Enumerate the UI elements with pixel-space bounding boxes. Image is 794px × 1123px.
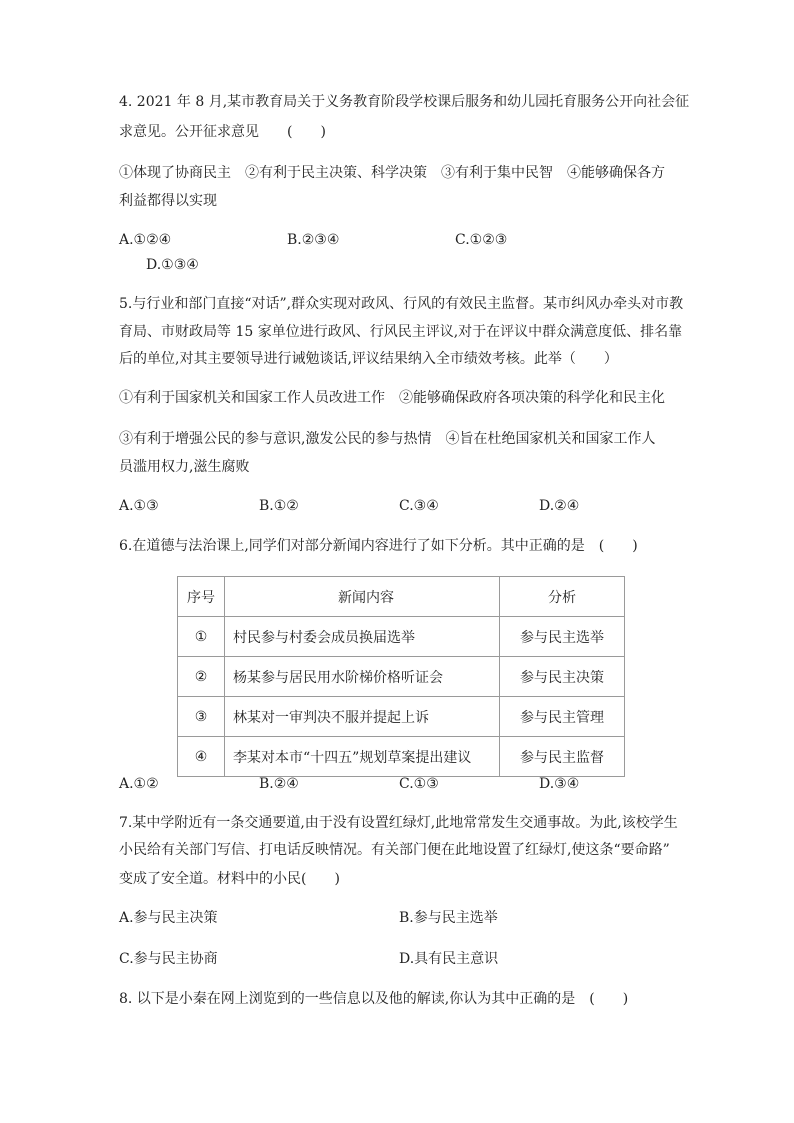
q6-option-d: D.③④	[539, 776, 580, 792]
table-row	[178, 657, 625, 697]
q6-option-b: B.②④	[259, 776, 299, 792]
row-index: ②	[178, 657, 225, 697]
row-news: 林某对一审判决不服并提起上诉	[225, 697, 500, 737]
q4-option-c: C.①②③	[455, 232, 508, 248]
q4-option-b: B.②③④	[287, 232, 340, 248]
q5-statement-2-line1: ③有利于增强公民的参与意识,激发公民的参与热情 ④旨在杜绝国家机关和国家工作人	[119, 431, 656, 447]
header-index: 序号	[178, 577, 225, 617]
news-analysis-table	[177, 576, 625, 777]
q5-stem-line3: 后的单位,对其主要领导进行诫勉谈话,评议结果纳入全市绩效考核。此举（ ）	[119, 351, 618, 367]
q5-option-b: B.①②	[259, 498, 299, 514]
q5-statement-1: ①有利于国家机关和国家工作人员改进工作 ②能够确保政府各项决策的科学化和民主化	[119, 390, 665, 406]
q6-stem-line1: 6.在道德与法治课上,同学们对部分新闻内容进行了如下分析。其中正确的是 ( )	[119, 538, 638, 554]
q7-stem-line3: 变成了安全道。材料中的小民( )	[119, 871, 340, 887]
q4-stem-line1: 4. 2021 年 8 月,某市教育局关于义务教育阶段学校课后服务和幼儿园托育服务公开向社会征	[119, 94, 690, 110]
q6-option-c: C.①③	[399, 776, 439, 792]
row-news: 李某对本市“十四五”规划草案提出建议	[225, 737, 500, 777]
q7-option-b: B.参与民主选举	[399, 910, 498, 926]
table-row	[178, 617, 625, 657]
row-index: ③	[178, 697, 225, 737]
q8-stem-line1: 8. 以下是小秦在网上浏览到的一些信息以及他的解读,你认为其中正确的是 ( )	[119, 991, 629, 1007]
q7-option-d: D.具有民主意识	[399, 951, 499, 967]
q7-stem-line1: 7.某中学附近有一条交通要道,由于没有设置红绿灯,此地常常发生交通事故。为此,该校学生	[119, 815, 678, 831]
row-index: ④	[178, 737, 225, 777]
table-row	[178, 737, 625, 777]
row-news: 杨某参与居民用水阶梯价格听证会	[225, 657, 500, 697]
q4-statements-line2: 利益都得以实现	[119, 193, 217, 209]
q4-option-d: D.①③④	[146, 257, 199, 273]
q5-option-d: D.②④	[539, 498, 580, 514]
q7-option-a: A.参与民主决策	[119, 910, 218, 926]
row-analysis: 参与民主监督	[500, 737, 625, 777]
table-row	[178, 697, 625, 737]
q4-option-a: A.①②④	[119, 232, 172, 248]
q6-option-a: A.①②	[119, 776, 159, 792]
q4-statements-line1: ①体现了协商民主 ②有利于民主决策、科学决策 ③有利于集中民智 ④能够确保各方	[119, 165, 665, 181]
row-analysis: 参与民主决策	[500, 657, 625, 697]
q7-stem-line2: 小民给有关部门写信、打电话反映情况。有关部门便在此地设置了红绿灯,使这条“要命路”	[119, 842, 670, 858]
q5-stem-line1: 5.与行业和部门直接“对话”,群众实现对政风、行风的有效民主监督。某市纠风办牵头对市教	[119, 296, 684, 312]
row-analysis: 参与民主管理	[500, 697, 625, 737]
q5-stem-line2: 育局、市财政局等 15 家单位进行政风、行风民主评议,对于在评议中群众满意度低、排名靠	[119, 324, 683, 340]
header-analysis: 分析	[500, 577, 625, 617]
q5-option-c: C.③④	[399, 498, 439, 514]
q5-option-a: A.①③	[119, 498, 159, 514]
row-news: 村民参与村委会成员换届选举	[225, 617, 500, 657]
q7-option-c: C.参与民主协商	[119, 951, 218, 967]
q5-statement-2-line2: 员滥用权力,滋生腐败	[119, 459, 250, 475]
table-header-row	[178, 577, 625, 617]
header-news-content: 新闻内容	[225, 577, 500, 617]
q4-stem-line2: 求意见。公开征求意见 ( )	[119, 124, 326, 140]
row-analysis: 参与民主选举	[500, 617, 625, 657]
row-index: ①	[178, 617, 225, 657]
